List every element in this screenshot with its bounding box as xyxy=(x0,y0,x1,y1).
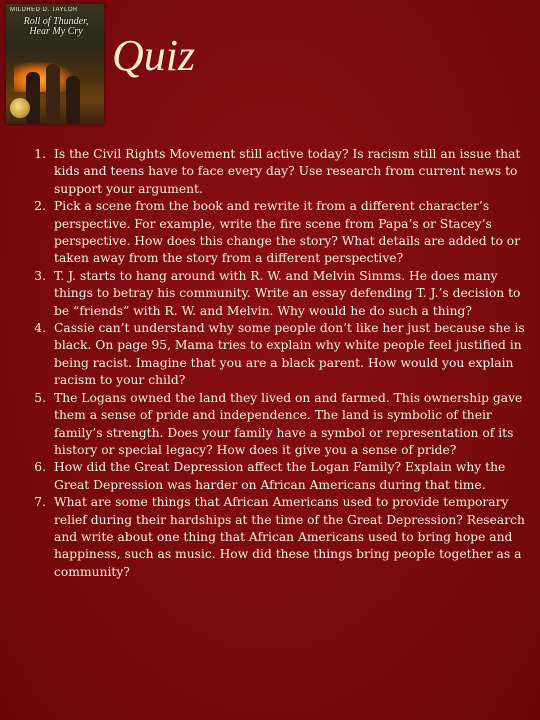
question-text: The Logans owned the land they lived on and farmed. This ownership gave them a sense of pride and independence. The land is symbolic of their family’s strength. Does your family have a symbol or representation of its history or special legacy? How does it give you a sense of pride? xyxy=(54,390,523,457)
book-cover-author: MILDRED D. TAYLOR xyxy=(10,7,78,13)
question-item xyxy=(10,320,526,390)
book-cover-figure xyxy=(66,76,80,124)
book-cover-title: Roll of Thunder, Hear My Cry xyxy=(23,16,89,37)
question-text: Cassie can’t understand why some people don’t like her just because she is black. On page 95, Mama tries to explain why white people feel justified in being racist. Imagine that you are a black parent. How would you explain racism to your child? xyxy=(54,321,525,388)
question-item xyxy=(10,198,526,268)
question-text: Is the Civil Rights Movement still active today? Is racism still an issue that kids and teens have to face every day? Use research from current news to support your argument. xyxy=(54,147,521,196)
question-number: 5. xyxy=(34,390,46,405)
question-number: 1. xyxy=(34,147,46,161)
book-cover-image xyxy=(6,4,104,124)
question-item xyxy=(10,459,526,494)
question-text: Pick a scene from the book and rewrite it from a different character’s perspective. For example, write the fire scene from Papa’s or Stacey’s perspective. How does this change the story? What details are added to or taken away from the story from a different perspective? xyxy=(54,199,521,266)
question-text: T. J. starts to hang around with R. W. and Melvin Simms. He does many things to betray his community. Write an essay defending T. J.’s decision to be “friends” with R. W. and Melvin. Why would he do such a thing? xyxy=(54,268,521,318)
question-number: 3. xyxy=(34,268,46,283)
question-text: How did the Great Depression affect the Logan Family? Explain why the Great Depression was harder on African Americans during that time. xyxy=(54,460,506,492)
question-number: 6. xyxy=(34,460,46,475)
book-cover-fire-art xyxy=(14,62,74,92)
award-medal-icon xyxy=(10,98,30,118)
question-item xyxy=(10,390,526,460)
slide-title: Quiz xyxy=(112,31,196,80)
question-item xyxy=(10,146,526,198)
question-item xyxy=(10,494,526,581)
question-number: 4. xyxy=(34,321,46,336)
question-list xyxy=(10,146,526,581)
question-number: 7. xyxy=(34,495,46,510)
question-text: What are some things that African Americans used to provide temporary relief during their hardships at the time of the Great Depression? Research and write about one thing that African Americans used to bring hope and happiness, such as music. How did these things bring people together as a community? xyxy=(54,495,525,579)
book-cover-figure xyxy=(46,64,60,124)
question-item xyxy=(10,268,526,320)
book-cover-figure xyxy=(26,72,40,124)
question-number: 2. xyxy=(34,199,46,214)
